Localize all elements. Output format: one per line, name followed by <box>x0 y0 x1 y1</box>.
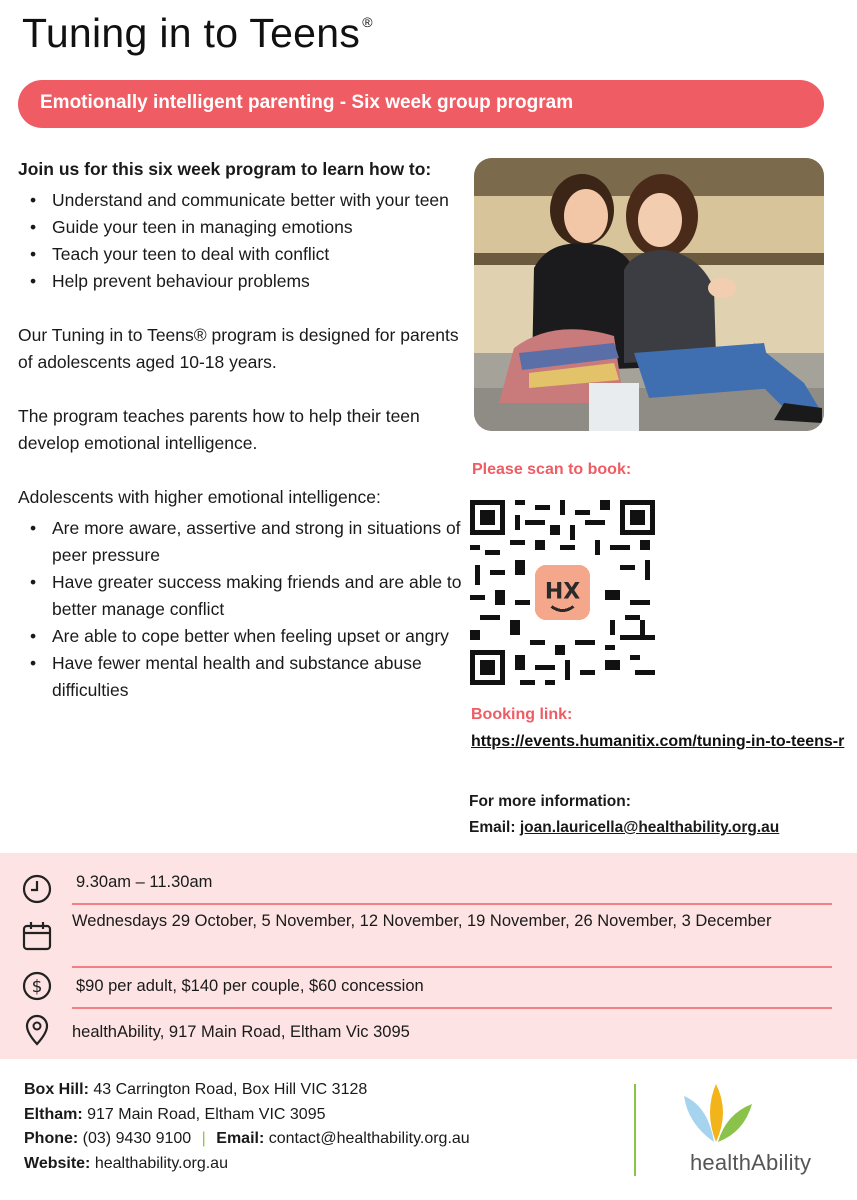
location-pin-icon <box>20 1013 54 1047</box>
list-item: • Guide your teen in managing emotions <box>18 214 463 241</box>
list-item: • Are able to cope better when feeling upset or angry <box>18 623 463 650</box>
list-item: • Help prevent behaviour problems <box>18 268 463 295</box>
list-item: • Have fewer mental health and substance abuse difficulties <box>18 650 463 704</box>
teens-photo <box>474 158 824 431</box>
qr-center-logo: HX <box>544 579 581 605</box>
session-details <box>0 853 857 1059</box>
learn-list <box>18 187 463 295</box>
program-description <box>18 156 463 704</box>
healthability-logo-icon <box>674 1080 784 1150</box>
intro-text: Join us for this six week program to learn how to: <box>18 159 432 179</box>
email-label: Email: <box>469 819 516 836</box>
website-link[interactable]: healthability.org.au <box>94 1154 228 1172</box>
program-banner: Emotionally intelligent parenting - Six week group program <box>18 80 824 128</box>
dollar-icon <box>20 969 54 1003</box>
contact-email-line <box>469 819 779 837</box>
booking-label: Booking link: <box>471 706 573 723</box>
website-line: Website: healthability.org.au <box>24 1154 228 1172</box>
boxhill-address: Box Hill: 43 Carrington Road, Box Hill VIC 3128 <box>24 1081 368 1098</box>
time-text: 9.30am – 11.30am <box>76 873 213 891</box>
more-info-heading: For more information: <box>469 793 631 810</box>
svg-text:$: $ <box>31 977 43 997</box>
phone-email-line: Phone: (03) 9430 9100 | Email: contact@healthability.org.au <box>24 1130 470 1147</box>
paragraph-adolescents: Adolescents with higher emotional intelligence: <box>18 487 381 507</box>
dates-text: Wednesdays 29 October, 5 November, 12 November, 19 November, 26 November, 3 December <box>72 912 772 930</box>
footer-email-link[interactable]: contact@healthability.org.au <box>268 1130 470 1147</box>
paragraph-audience: Our Tuning in to Teens® program is designed for parents of adolescents aged 10-18 years. <box>18 325 459 372</box>
location-text: healthAbility, 917 Main Road, Eltham Vic 3095 <box>72 1023 410 1041</box>
price-text: $90 per adult, $140 per couple, $60 concession <box>76 977 424 995</box>
footer-divider <box>634 1084 636 1176</box>
list-item: • Teach your teen to deal with conflict <box>18 241 463 268</box>
contact-email-link[interactable]: joan.lauricella@healthability.org.au <box>519 819 780 836</box>
logo-wordmark: healthAbility <box>690 1150 812 1175</box>
page-title: Tuning in to Teens ® <box>22 10 373 56</box>
booking-qr-code[interactable] <box>470 500 655 685</box>
list-item: • Are more aware, assertive and strong in situations of peer pressure <box>18 515 463 569</box>
list-item: • Have greater success making friends and are able to better manage conflict <box>18 569 463 623</box>
list-item: • Understand and communicate better with your teen <box>18 187 463 214</box>
scan-label: Please scan to book: <box>472 461 632 478</box>
calendar-icon <box>20 919 54 953</box>
footer-contacts <box>24 1078 470 1176</box>
phone-number[interactable]: (03) 9430 9100 <box>82 1130 192 1147</box>
eltham-address: Eltham: 917 Main Road, Eltham VIC 3095 <box>24 1105 326 1123</box>
benefit-list <box>18 515 463 704</box>
paragraph-program: The program teaches parents how to help their teen develop emotional intelligence. <box>18 406 420 453</box>
booking-link[interactable]: https://events.humanitix.com/tuning-in-to-teens-r <box>471 733 845 750</box>
clock-icon <box>20 872 54 906</box>
